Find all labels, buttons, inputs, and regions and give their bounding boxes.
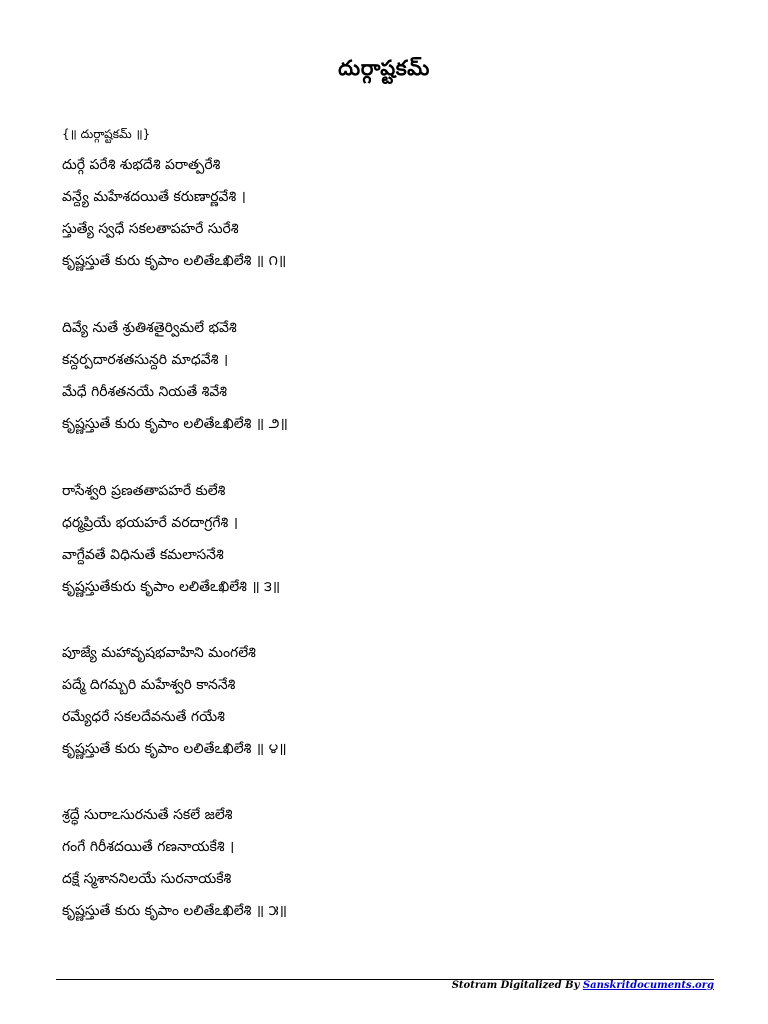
verse-line: పూజ్యే మహావృషభవాహిని మంగలేశి — [62, 645, 256, 661]
verse-line: కృష్ణస్తుతే కురు కృపాం లలితేఽఖిలేశి ॥ ౧॥ — [62, 253, 287, 269]
stotram-heading: {॥ దుర్గాష్టకమ్ ॥} — [62, 127, 151, 141]
verse-line: కృష్ణస్తుతే కురు కృపాం లలితేఽఖిలేశి ॥ ౫॥ — [62, 903, 287, 919]
verse-4 — [62, 643, 287, 771]
verse-line: వాగ్దేవతే విధినుతే కమలాసనేశి — [62, 547, 224, 563]
verse-3 — [62, 481, 280, 609]
verse-line: శ్రద్ధే సురాఽసురనుతే సకలే జలేశి — [62, 807, 233, 823]
document-title: దుర్గాష్టకమ్ — [338, 56, 430, 80]
footer-credit — [452, 980, 714, 991]
footer-credit-text: Stotram Digitalized By — [451, 980, 583, 991]
verse-line: గంగే గిరీశదయితే గణనాయకేశి । — [62, 839, 235, 855]
verse-line: కృష్ణస్తుతే కురు కృపాం లలితేఽఖిలేశి ॥ ౪॥ — [62, 741, 287, 757]
verse-1 — [62, 155, 286, 283]
verse-line: దక్షే స్మశాననిలయే సురనాయకేశి — [62, 871, 232, 887]
verse-line: కృష్ణస్తుతేకురు కృపాం లలితేఽఖిలేశి ॥ ౩॥ — [62, 579, 281, 595]
verse-line: వన్ద్యే మహేశదయితే కరుణార్ణవేశి । — [62, 189, 246, 205]
verse-line: రాసేశ్వరి ప్రణతతాపహరే కులేశి — [62, 483, 226, 499]
verse-line: రమ్యేధరే సకలదేవనుతే గయేశి — [62, 709, 225, 725]
verse-line: ధర్మప్రియే భయహరే వరదాగ్రగేశి । — [62, 515, 239, 531]
verse-line: మేధే గిరీశతనయే నియతే శివేశి — [62, 384, 228, 400]
sanskritdocuments-link[interactable]: Sanskritdocuments.org — [582, 980, 714, 991]
verse-line: పద్మే దిగమ్బరి మహేశ్వరి కాననేశి — [62, 677, 236, 693]
verse-5 — [62, 805, 287, 933]
verse-line: కన్దర్పదారశతసున్దరి మాధవేశి । — [62, 352, 229, 368]
verse-line: స్తుత్యే స్వధే సకలతాపహరే సురేశి — [62, 221, 239, 237]
verse-line: దివ్యే నుతే శ్రుతిశతైర్విమలే భవేశి — [62, 320, 237, 336]
verse-2 — [62, 318, 288, 446]
verse-line: కృష్ణస్తుతే కురు కృపాం లలితేఽఖిలేశి ॥ ౨॥ — [62, 416, 288, 432]
verse-line: దుర్గే పరేశి శుభదేశి పరాత్పరేశి — [62, 157, 221, 173]
